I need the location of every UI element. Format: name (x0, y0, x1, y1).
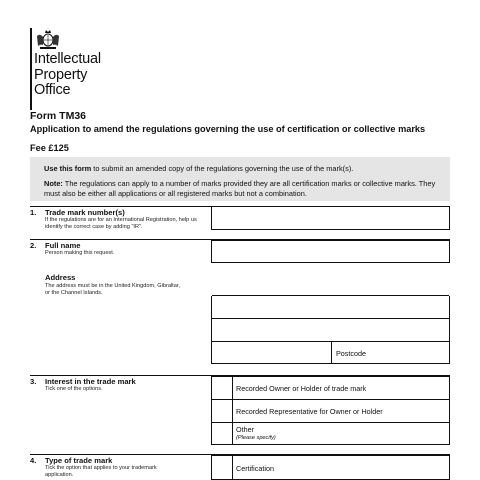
q3-title: Interest in the trade mark (45, 377, 136, 386)
address-title: Address (45, 273, 76, 282)
info-note-text: The regulations can apply to a number of marks provided they are all certification marks or collective marks. They must also be either all applications or all registered marks but not a combination. (44, 179, 436, 198)
logo-divider (30, 28, 32, 110)
q1-title: Trade mark number(s) (45, 208, 125, 217)
address-line-1-input[interactable] (211, 272, 450, 296)
logo-line-1: Intellectual (34, 51, 101, 67)
interest-representative-label: Recorded Representative for Owner or Holder (236, 407, 383, 416)
address-box (211, 272, 450, 364)
full-name-input[interactable] (211, 240, 450, 263)
address-line-3-input[interactable] (212, 318, 449, 341)
q4-number: 4. (30, 456, 37, 465)
address-line-4-input[interactable] (212, 342, 331, 364)
info-use-text: to submit an amended copy of the regulations governing the use of the mark(s). (91, 164, 354, 173)
logo-line-3: Office (34, 82, 71, 98)
postcode-label: Postcode (336, 349, 366, 358)
info-use-line (44, 164, 436, 174)
row-divider (212, 399, 449, 400)
postcode-cell[interactable] (331, 342, 450, 364)
checkbox-column-divider (232, 456, 233, 480)
interest-other-checkbox[interactable] (212, 423, 232, 445)
interest-options-box (211, 376, 450, 445)
address-help: The address must be in the United Kingdom, Gibraltar, or the Channel Islands. (45, 283, 180, 296)
form-subtitle: Application to amend the regulations governing the use of certification or collective marks (30, 124, 426, 134)
logo-wordmark (34, 52, 101, 99)
info-note-line (44, 179, 436, 199)
interest-other-option[interactable] (236, 425, 276, 441)
info-box (30, 157, 450, 201)
address-line-2-input[interactable] (212, 295, 449, 318)
trade-mark-number-input[interactable] (211, 206, 450, 230)
trademark-type-options-box (211, 455, 450, 480)
info-use-bold: Use this form (44, 164, 92, 173)
q4-title: Type of trade mark (45, 456, 113, 465)
q2-title: Full name (45, 241, 81, 250)
address-line-4-row (212, 341, 449, 364)
royal-crest-icon (34, 28, 62, 50)
type-certification-checkbox[interactable] (212, 456, 232, 478)
info-note-bold: Note: (44, 179, 63, 188)
q1-number: 1. (30, 208, 37, 217)
checkbox-column-divider (232, 377, 233, 444)
ipo-logo (30, 28, 150, 110)
q4-help: Tick the option that applies to your trademark application. (45, 465, 157, 478)
q2-number: 2. (30, 241, 37, 250)
form-title: Form TM36 (30, 110, 87, 122)
q3-help: Tick one of the options. (45, 386, 103, 392)
row-divider (212, 422, 449, 423)
interest-representative-checkbox[interactable] (212, 400, 232, 422)
q3-number: 3. (30, 377, 37, 386)
interest-owner-checkbox[interactable] (212, 377, 232, 399)
interest-owner-label: Recorded Owner or Holder of trade mark (236, 384, 367, 393)
logo-line-2: Property (34, 66, 88, 83)
interest-other-label: Other (236, 425, 254, 434)
type-certification-label: Certification (236, 464, 274, 473)
q1-help: If the regulations are for an International Registration, help us identify the correct case by adding "IR". (45, 217, 197, 230)
interest-other-hint: (Please specify) (236, 435, 276, 441)
q2-help: Person making this request. (45, 250, 115, 256)
fee-label: Fee £125 (30, 143, 69, 153)
